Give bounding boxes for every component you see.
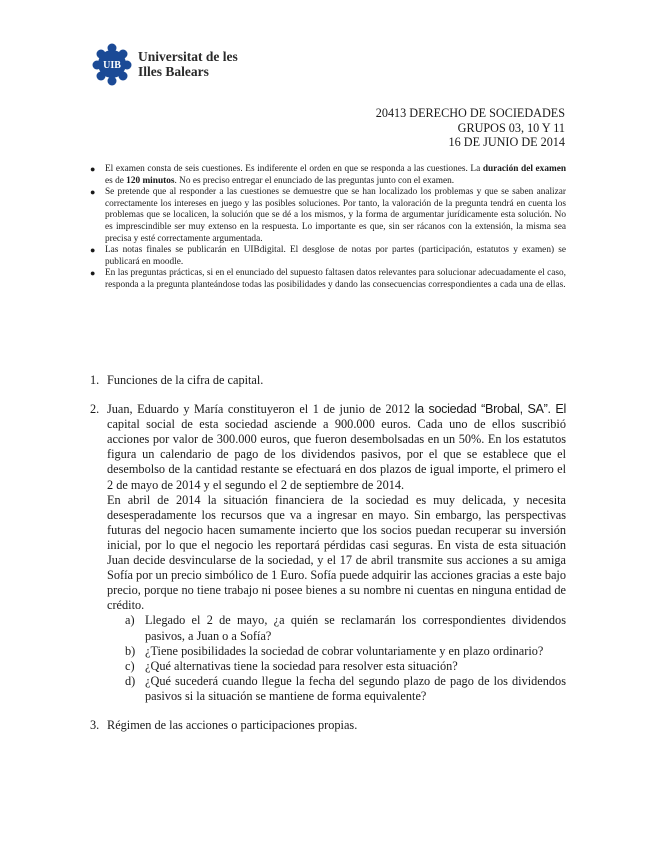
sub-question-label: c) [125, 658, 135, 673]
question-text: Funciones de la cifra de capital. [107, 373, 264, 387]
bullet-icon: ● [90, 187, 96, 198]
uib-shield-icon [92, 42, 132, 86]
university-name-line1: Universitat de les [138, 49, 238, 64]
instruction-item: ● Se pretende que al responder a las cuestiones se demuestre que se han localizado los problemas y que se saben analizar correctamente los intereses en juego y las posibles soluciones. Por tanto, la valoración de la pregunta tendrá en cuenta los problemas que se localicen, la solución que se dé a los mismos, y la forma de argumentar jurídicamente esta solución. No es imprescindible ser muy extenso en la respuesta. Lo importante es que, sin ser rácanos con la extensión, la misma sea precisa y esté correctamente argumentada. [90, 187, 566, 244]
question-number: 2. [90, 402, 100, 417]
questions-list [90, 373, 566, 733]
question-3 [90, 718, 566, 733]
instruction-item: ● Las notas finales se publicarán en UIBdigital. El desglose de notas por partes (participación, estatutos y examen) se publicará en moodle. [90, 245, 566, 267]
question-2 [90, 402, 566, 704]
duration-value: 120 minutos [126, 175, 175, 186]
sub-question-text: ¿Qué sucederá cuando llegue la fecha del segundo plazo de pago de los dividendos pasivos si la situación se mantiene de forma equivalente? [145, 673, 566, 703]
instructions-list [90, 164, 566, 292]
university-logo [92, 42, 238, 86]
company-name: la sociedad “Brobal, SA”. El [414, 402, 566, 417]
sub-question [107, 674, 566, 704]
question-number: 1. [90, 373, 100, 387]
university-name [138, 49, 238, 79]
sub-question-text: ¿Qué alternativas tiene la sociedad para resolver esta situación? [145, 658, 458, 673]
duration-label: duración del examen [482, 164, 567, 174]
question-2-paragraph-1: Juan, Eduardo y María constituyeron el 1 de junio de 2012 la sociedad “Brobal, SA”. El capital social de esta sociedad asciende a 900.000 euros. Cada uno de ellos suscribió acciones por valor de 300.000 euros, que fueron desembolsadas en un 50%. En los estatutos figura un calendario de pago de los dividendos pasivos, por el que se establece que el desembolso de la cantidad restante se efectuará en dos plazos de igual importe, el primero el 2 de mayo de 2014 y el segundo el 2 de septiembre de 2014. [107, 402, 566, 492]
sub-questions [107, 613, 566, 704]
logo-text: UIB [103, 60, 121, 71]
course-groups: GRUPOS 03, 10 Y 11 [457, 120, 565, 135]
question-number: 3. [90, 717, 100, 732]
instruction-item: ● El examen consta de seis cuestiones. Es indiferente el orden en que se responda a las cuestiones. La duración del examen es de 120 minutos. No es preciso entregar el enunciado de las preguntas junto con el examen. [90, 164, 567, 186]
bullet-icon: ● [90, 245, 96, 256]
sub-question [107, 613, 566, 643]
sub-question-text: ¿Tiene posibilidades la sociedad de cobrar voluntariamente y en plazo ordinario? [145, 643, 544, 658]
exam-header [376, 106, 565, 150]
sub-question-label: d) [125, 673, 136, 688]
bullet-icon: ● [90, 164, 96, 174]
question-1 [90, 373, 566, 388]
course-title: 20413 DERECHO DE SOCIEDADES [375, 106, 565, 120]
question-text: Régimen de las acciones o participaciones propias. [107, 717, 358, 732]
sub-question-label: a) [125, 613, 135, 628]
exam-date: 16 DE JUNIO DE 2014 [448, 135, 565, 149]
sub-question [107, 644, 566, 659]
sub-question-label: b) [125, 643, 136, 658]
bullet-icon: ● [90, 268, 96, 279]
question-2-paragraph-2: En abril de 2014 la situación financiera de la sociedad es muy delicada, y necesita desesperadamente los recursos que va a ingresar en mayo. Sin embargo, las perspectivas futuras del negocio hacen sumamente incierto que los socios puedan recuperar su inversión inicial, por lo que el negocio les reportará pérdidas casi seguras. En vista de esta situación Juan decide desvincularse de la sociedad, y el 17 de abril transmite sus acciones a su amiga Sofía por un precio simbólico de 1 Euro. Sofía puede adquirir las acciones gracias a este bajo precio, porque no tiene trabajo ni posee bienes a su nombre ni cuentas en ninguna entidad de crédito. [107, 492, 566, 613]
instruction-item: ● En las preguntas prácticas, si en el enunciado del supuesto faltasen datos relevantes para solucionar adecuadamente el caso, responda a la pregunta planteándose todas las posibilidades y dando las consecuencias correspondientes a cada una de ellas. [90, 268, 566, 290]
sub-question-text: Llegado el 2 de mayo, ¿a quién se reclamarán los correspondientes dividendos pasivos, a Juan o a Sofía? [145, 613, 566, 643]
sub-question [107, 659, 566, 674]
university-name-line2: Illes Balears [138, 64, 209, 79]
